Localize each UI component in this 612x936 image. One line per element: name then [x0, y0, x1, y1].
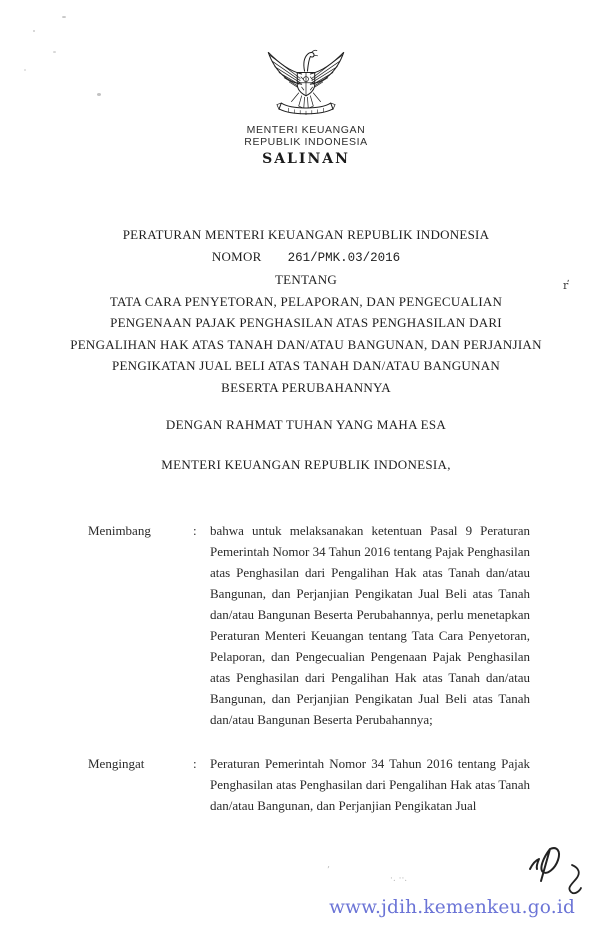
subject-line: PENGALIHAN HAK ATAS TANAH DAN/ATAU BANGUNAN, DAN PERJANJIAN: [70, 336, 542, 352]
nomor-label: NOMOR: [211, 248, 262, 264]
ministry-line1: MENTERI KEUANGAN: [246, 124, 366, 136]
scan-speck: [62, 16, 66, 18]
scan-speck: [33, 30, 35, 32]
subject-line: TATA CARA PENYETORAN, PELAPORAN, DAN PENGECUALIAN: [109, 293, 503, 309]
consideration-label: Mengingat: [88, 756, 145, 771]
scan-speck: [53, 51, 56, 53]
consideration-text: bahwa untuk melaksanakan ketentuan Pasal 9 Peraturan Pemerintah Nomor 34 Tahun 2016 tentang Pajak Penghasilan atas Penghasilan dari Pengalihan Hak atas Tanah dan/atau Bangunan, dan Perjanjian Pengikatan Jual Beli atas Tanah dan/atau Bangunan Beserta Perubahannya, perlu menetapkan Peraturan Menteri Keuangan tentang Tata Cara Penyetoran, Pelaporan, dan Pengecualian Pengenaan Pajak Penghasilan atas Penghasilan dari Pengalihan Hak atas Tanah dan/atau Bangunan, dan Perjanjian Pengikatan Jual Beli atas Tanah dan/atau Bangunan Beserta Perubahannya;: [210, 523, 530, 727]
consideration-row-menimbang: [88, 520, 530, 730]
scan-faint-mark: ’: [327, 866, 330, 876]
consideration-label: Menimbang: [88, 523, 151, 538]
garuda-pancasila-emblem: [262, 42, 350, 122]
footer-jdih-link[interactable]: www.jdih.kemenkeu.go.id: [329, 897, 575, 918]
regulation-number-line: [26, 246, 586, 270]
nomor-value: 261/PMK.03/2016: [287, 250, 401, 265]
consideration-text: Peraturan Pemerintah Nomor 34 Tahun 2016 tentang Pajak Penghasilan atas Penghasilan dari Pengalihan Hak atas Tanah dan/atau Bangunan, dan Perjanjian Pengikatan Jual: [210, 756, 530, 813]
considerations-block: [88, 520, 530, 816]
copy-stamp-salinan: SALINAN: [262, 151, 350, 167]
scan-speck: [97, 93, 101, 96]
tentang-label: TENTANG: [274, 272, 338, 287]
consideration-colon: :: [193, 756, 197, 771]
authority-line: MENTERI KEUANGAN REPUBLIK INDONESIA,: [161, 457, 451, 472]
scan-faint-mark: ·. ··.: [390, 874, 408, 884]
subject-line: BESERTA PERUBAHANNYA: [221, 379, 391, 395]
regulation-title-block: [26, 224, 586, 398]
consideration-row-mengingat: [88, 753, 530, 816]
subject-line: PENGENAAN PAJAK PENGHASILAN ATAS PENGHASILAN DARI: [110, 315, 502, 330]
scan-artifact-mark: r̕: [563, 279, 569, 292]
consideration-colon: :: [193, 523, 197, 538]
subject-line: PENGIKATAN JUAL BELI ATAS TANAH DAN/ATAU BANGUNAN: [112, 358, 500, 373]
ministry-line2: REPUBLIK INDONESIA: [244, 136, 368, 148]
invocation-line: DENGAN RAHMAT TUHAN YANG MAHA ESA: [165, 417, 447, 432]
letterhead-ministry: [0, 124, 612, 148]
scan-speck: [24, 69, 26, 71]
regulation-title-line: PERATURAN MENTERI KEUANGAN REPUBLIK INDONESIA: [122, 227, 490, 242]
